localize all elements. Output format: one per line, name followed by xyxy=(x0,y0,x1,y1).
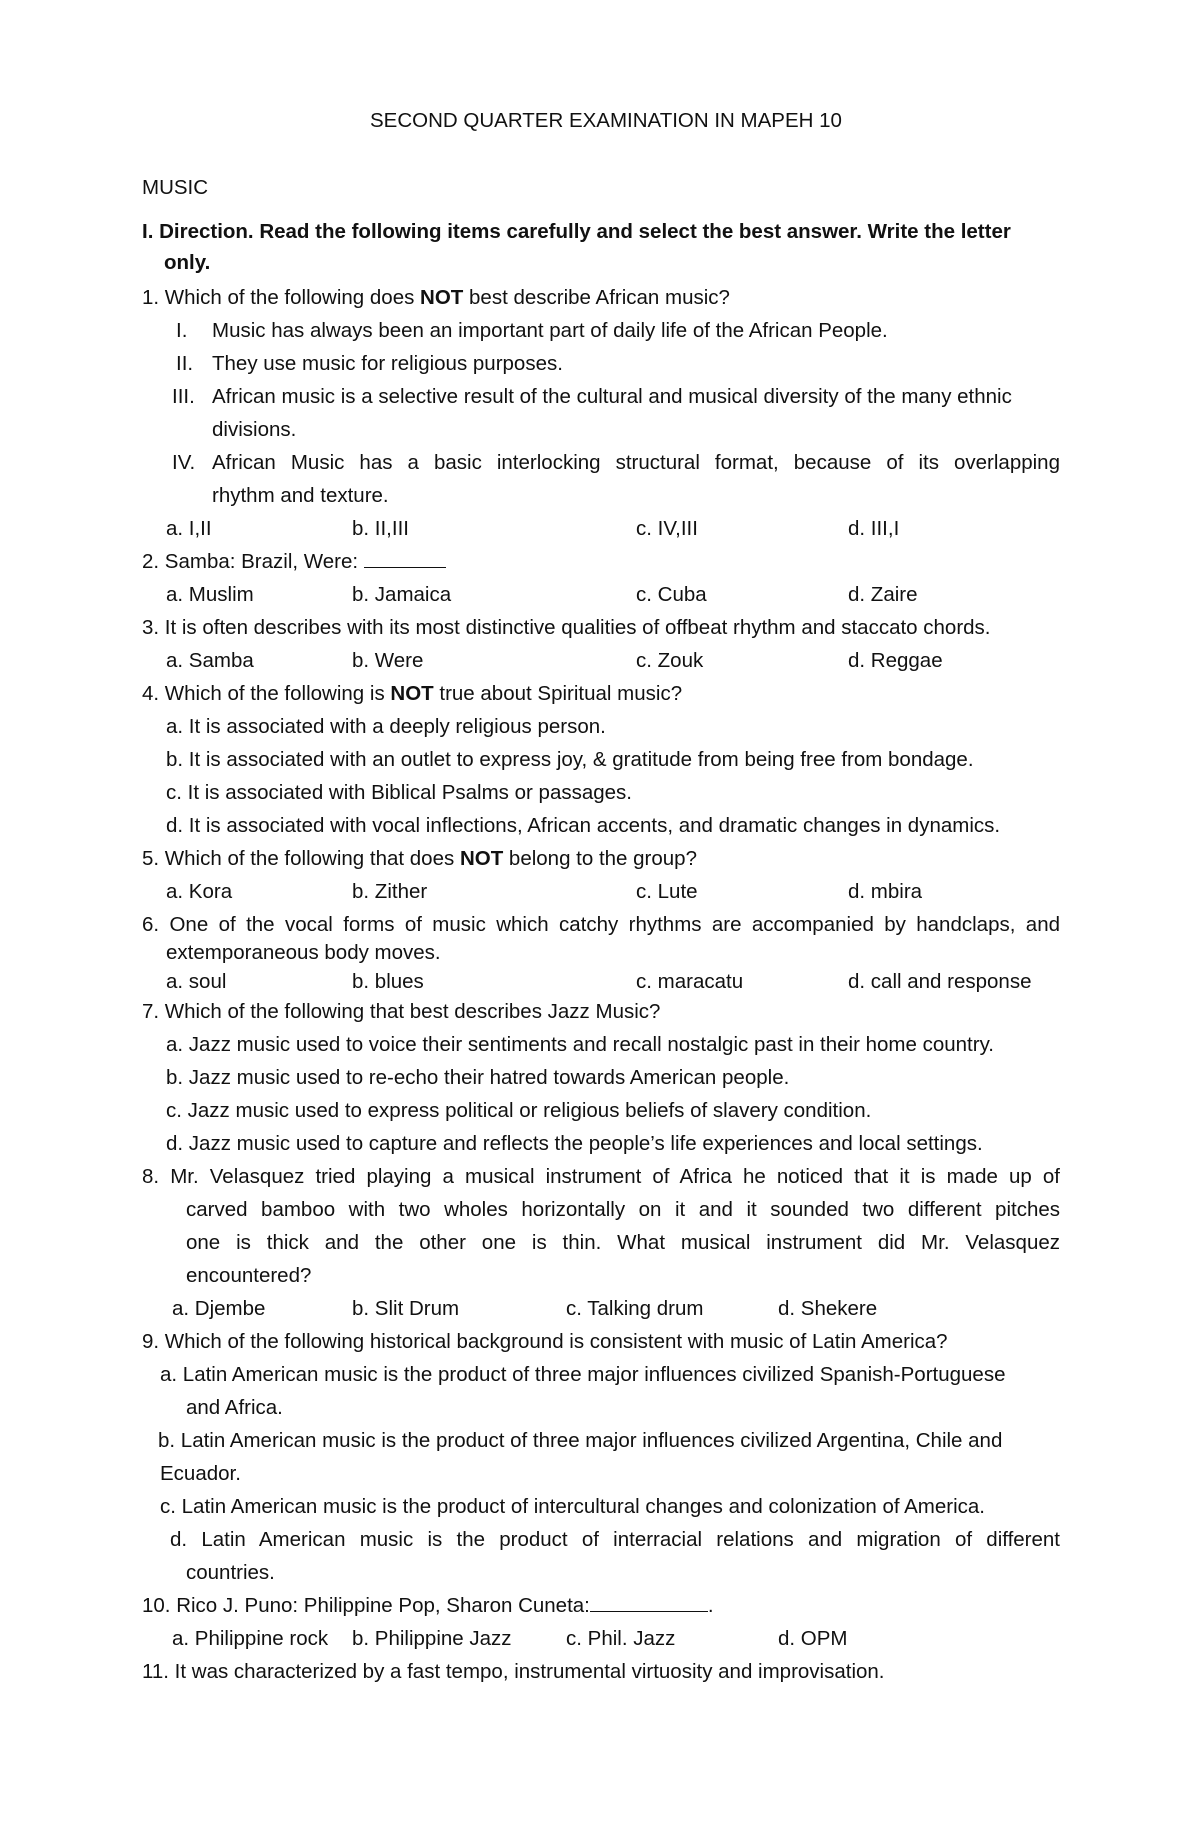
question-8-stem-cont: carved bamboo with two wholes horizontally on it and it sounded two different pitches xyxy=(186,1198,1060,1221)
statement-numeral: I. xyxy=(176,319,188,342)
choice-c: c. IV,III xyxy=(636,517,698,540)
choice-b: b. Jazz music used to re-echo their hatred towards American people. xyxy=(166,1066,790,1089)
question-10-stem: 10. Rico J. Puno: Philippine Pop, Sharon Cuneta: . xyxy=(142,1594,714,1617)
choice-a: a. Muslim xyxy=(166,583,254,606)
choice-b: b. II,III xyxy=(352,517,409,540)
page-title: SECOND QUARTER EXAMINATION IN MAPEH 10 xyxy=(370,109,842,132)
question-8-stem-cont: encountered? xyxy=(186,1264,312,1287)
choice-a-cont: and Africa. xyxy=(186,1396,283,1419)
question-1-stem: 1. Which of the following does NOT best describe African music? xyxy=(142,286,730,309)
choice-c: c. Jazz music used to express political or religious beliefs of slavery condition. xyxy=(166,1099,872,1122)
answer-blank xyxy=(364,549,446,568)
question-8-stem: 8. Mr. Velasquez tried playing a musical instrument of Africa he noticed that it is made up of xyxy=(142,1165,1060,1188)
choice-b: b. Slit Drum xyxy=(352,1297,460,1320)
choice-d: d. mbira xyxy=(848,880,923,903)
statement-numeral: II. xyxy=(176,352,194,375)
answer-blank xyxy=(590,1593,708,1612)
question-6-stem-cont: extemporaneous body moves. xyxy=(166,941,441,964)
question-4-stem: 4. Which of the following is NOT true about Spiritual music? xyxy=(142,682,683,705)
question-8-stem-cont: one is thick and the other one is thin. What musical instrument did Mr. Velasquez xyxy=(186,1231,1060,1254)
choice-a: a. Samba xyxy=(166,649,254,672)
choice-a: a. It is associated with a deeply religious person. xyxy=(166,715,606,738)
question-3-stem: 3. It is often describes with its most distinctive qualities of offbeat rhythm and staccato chords. xyxy=(142,616,991,639)
choice-d: d. Jazz music used to capture and reflects the people’s life experiences and local settings. xyxy=(166,1132,983,1155)
question-2-stem: 2. Samba: Brazil, Were: xyxy=(142,549,446,575)
choice-d: d. Shekere xyxy=(778,1297,878,1320)
statement-text: African Music has a basic interlocking structural format, because of its overlapping xyxy=(212,451,1060,474)
choice-a: a. I,II xyxy=(166,517,212,540)
statement-text-cont: rhythm and texture. xyxy=(212,484,389,507)
choice-c: c. Latin American music is the product of intercultural changes and colonization of America. xyxy=(160,1495,985,1518)
choice-d: d. Reggae xyxy=(848,649,943,672)
statement-text-cont: divisions. xyxy=(212,418,297,441)
choice-c: c. maracatu xyxy=(636,970,744,993)
choice-c: c. Phil. Jazz xyxy=(566,1627,676,1650)
question-6-stem: 6. One of the vocal forms of music which catchy rhythms are accompanied by handclaps, and xyxy=(142,913,1060,936)
direction-line-2: only. xyxy=(164,251,211,274)
question-11-stem: 11. It was characterized by a fast tempo, instrumental virtuosity and improvisation. xyxy=(142,1660,885,1683)
choice-a: a. soul xyxy=(166,970,227,993)
statement-text: Music has always been an important part of daily life of the African People. xyxy=(212,319,888,342)
statement-text: They use music for religious purposes. xyxy=(212,352,563,375)
choice-a: a. Kora xyxy=(166,880,233,903)
choice-b: b. blues xyxy=(352,970,424,993)
statement-text: African music is a selective result of the cultural and musical diversity of the many ethnic xyxy=(212,385,1012,408)
section-heading: MUSIC xyxy=(142,176,209,199)
question-9-stem: 9. Which of the following historical background is consistent with music of Latin America? xyxy=(142,1330,948,1353)
choice-b: b. Zither xyxy=(352,880,428,903)
choice-d: d. Latin American music is the product of interracial relations and migration of different xyxy=(170,1528,1060,1551)
choice-c: c. Cuba xyxy=(636,583,707,606)
choice-a: a. Djembe xyxy=(172,1297,266,1320)
choice-b: b. Jamaica xyxy=(352,583,452,606)
question-5-stem: 5. Which of the following that does NOT belong to the group? xyxy=(142,847,697,870)
choice-c: c. It is associated with Biblical Psalms or passages. xyxy=(166,781,632,804)
choice-a: a. Jazz music used to voice their sentiments and recall nostalgic past in their home country. xyxy=(166,1033,994,1056)
choice-b: b. Were xyxy=(352,649,424,672)
choice-b: b. Latin American music is the product of three major influences civilized Argentina, Chile and xyxy=(158,1429,1003,1452)
choice-b: b. Philippine Jazz xyxy=(352,1627,512,1650)
choice-c: c. Lute xyxy=(636,880,698,903)
statement-numeral: III. xyxy=(172,385,195,408)
choice-d: d. It is associated with vocal inflections, African accents, and dramatic changes in dynamics. xyxy=(166,814,1001,837)
choice-a: a. Latin American music is the product of three major influences civilized Spanish-Portuguese xyxy=(160,1363,1006,1386)
choice-c: c. Zouk xyxy=(636,649,704,672)
question-7-stem: 7. Which of the following that best describes Jazz Music? xyxy=(142,1000,661,1023)
choice-d-cont: countries. xyxy=(186,1561,275,1584)
choice-d: d. III,I xyxy=(848,517,900,540)
choice-d: d. OPM xyxy=(778,1627,848,1650)
direction-line-1: I. Direction. Read the following items carefully and select the best answer. Write the letter xyxy=(142,220,1011,243)
choice-c: c. Talking drum xyxy=(566,1297,704,1320)
choice-d: d. call and response xyxy=(848,970,1032,993)
choice-b-cont: Ecuador. xyxy=(160,1462,241,1485)
statement-numeral: IV. xyxy=(172,451,196,474)
choice-b: b. It is associated with an outlet to express joy, & gratitude from being free from bondage. xyxy=(166,748,974,771)
choice-a: a. Philippine rock xyxy=(172,1627,329,1650)
choice-d: d. Zaire xyxy=(848,583,918,606)
